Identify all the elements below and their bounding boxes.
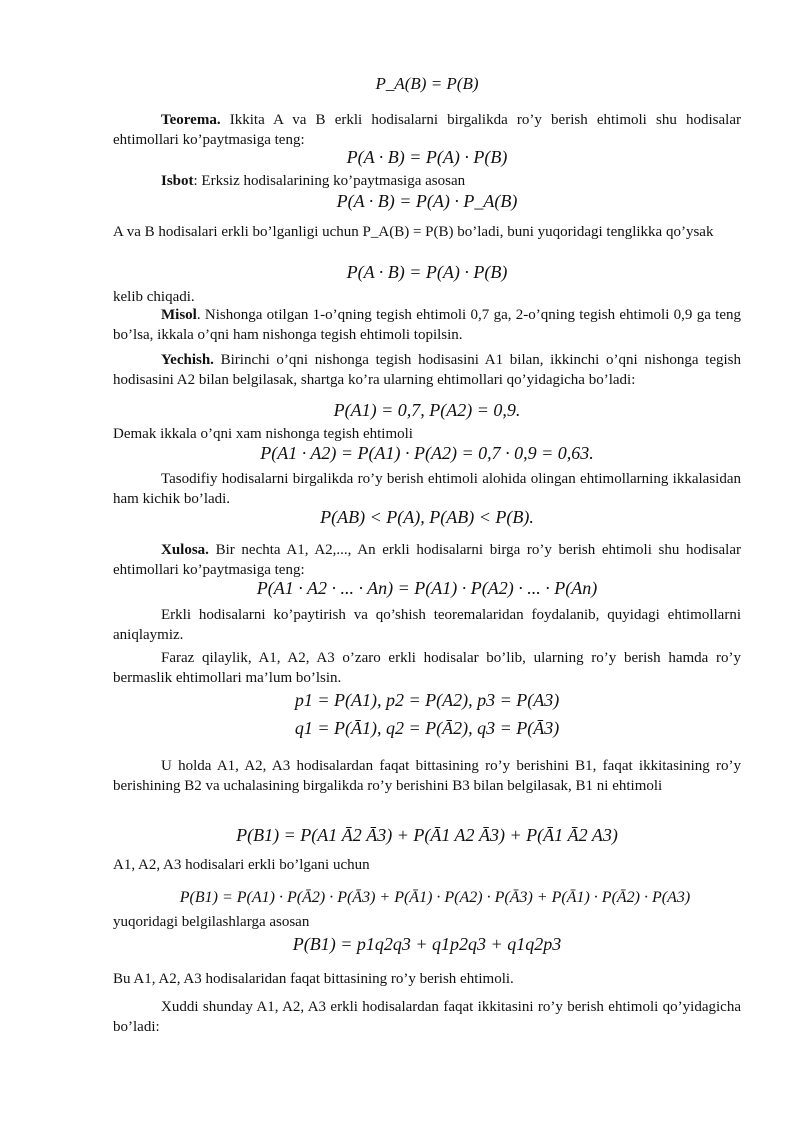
equation-inequality: P(AB) < P(A), P(AB) < P(B). bbox=[320, 507, 534, 527]
result-line: kelib chiqadi. bbox=[113, 289, 195, 305]
theorem-text: Ikkita A va B erkli hodisalarni birgalikda ro’y berish ehtimoli shu hodisalar ehtimollari ko’paytmasiga teng: bbox=[113, 112, 741, 148]
solution-label: Yechish. bbox=[161, 352, 214, 368]
demak-line: Demak ikkala o’qni xam nishonga tegish ehtimoli bbox=[113, 426, 413, 442]
theorem-paragraph bbox=[113, 110, 741, 150]
equation-pb1: P(B1) = P(A1 Ā2 Ā3) + P(Ā1 A2 Ā3) + P(Ā1 Ā2 A3) bbox=[236, 825, 618, 845]
xuddi-paragraph: Xuddi shunday A1, A2, A3 erkli hodisalardan faqat ikkitasini ro’y berish ehtimoli qo’yidagicha bo’ladi: bbox=[113, 999, 741, 1035]
equation-pb1-final: P(B1) = p1q2q3 + q1p2q3 + q1q2p3 bbox=[292, 934, 562, 954]
equation-conditional: P_A(B) = P(B) bbox=[375, 74, 479, 93]
proof-label: Isbot bbox=[161, 173, 194, 189]
uholda-paragraph: U holda A1, A2, A3 hodisalardan faqat bittasining ro’y berishini B1, faqat ikkitasining ro’y berishining B2 va uchalasining birgalikda ro’y berishini B3 bilan belgilasak, B1 ni ehtimoli bbox=[113, 758, 741, 794]
yuqoridagi-line: yuqoridagi belgilashlarga asosan bbox=[113, 914, 310, 930]
equation-theorem: P(A · B) = P(A) · P(B) bbox=[346, 147, 508, 167]
bu-line: Bu A1, A2, A3 hodisalaridan faqat bittasining ro’y berish ehtimoli. bbox=[113, 971, 514, 987]
equation-proof-result: P(A · B) = P(A) · P(B) bbox=[346, 262, 508, 282]
example-text: . Nishonga otilgan 1-o’qning tegish ehtimoli 0,7 ga, 2-o’qning tegish ehtimoli 0,9 ga teng bo’lsa, ikkala o’qni ham nishonga tegish ehtimoli topilsin. bbox=[113, 307, 741, 343]
tasodifiy-paragraph: Tasodifiy hodisalarni birgalikda ro’y berish ehtimoli alohida olingan ehtimollarning ikkalasidan ham kichik bo’ladi. bbox=[113, 471, 741, 507]
solution-text: Birinchi o’qni nishonga tegish hodisasini A1 bilan, ikkinchi o’qni nishonga tegish hodisasini A2 bilan belgilasak, shartga ko’ra ularning ehtimollari qo’yidagicha bo’ladi: bbox=[113, 352, 741, 388]
erkli-paragraph: Erkli hodisalarni ko’paytirish va qo’shish teoremalaridan foydalanib, quyidagi ehtimollarni aniqlaymiz. bbox=[113, 607, 741, 643]
xulosa-paragraph bbox=[113, 540, 741, 580]
independence-line: A1, A2, A3 hodisalari erkli bo’lgani uchun bbox=[113, 857, 370, 873]
equation-product: P(A1 · A2) = P(A1) · P(A2) = 0,7 · 0,9 = 0,63. bbox=[260, 443, 594, 463]
xulosa-text: Bir nechta A1, A2,..., An erkli hodisalarni birga ro’y berish ehtimoli shu hodisalar ehtimollari ko’paytmasiga teng: bbox=[113, 542, 742, 578]
proof-text: : Erksiz hodisalarining ko’paytmasiga asosan bbox=[193, 173, 466, 189]
equation-probabilities: P(A1) = 0,7, P(A2) = 0,9. bbox=[333, 400, 521, 420]
equation-p-values: p1 = P(A1), p2 = P(A2), p3 = P(A3) bbox=[294, 690, 560, 710]
proof-continuation: A va B hodisalari erkli bo’lganligi uchun P_A(B) = P(B) bo’ladi, buni yuqoridagi tenglikka qo’ysak bbox=[113, 224, 714, 240]
equation-pb1-expanded: P(B1) = P(A1) · P(Ā2) · P(Ā3) + P(Ā1) · P(A2) · P(Ā3) + P(Ā1) · P(Ā2) · P(A3) bbox=[179, 889, 691, 906]
equation-proof: P(A · B) = P(A) · P_A(B) bbox=[336, 191, 518, 211]
theorem-label: Teorema. bbox=[161, 112, 221, 128]
equation-general-product: P(A1 · A2 · ... · An) = P(A1) · P(A2) · ... · P(An) bbox=[256, 578, 598, 598]
example-paragraph bbox=[113, 305, 741, 345]
solution-paragraph bbox=[113, 350, 741, 390]
proof-line bbox=[113, 171, 741, 191]
example-label: Misol bbox=[161, 307, 197, 323]
faraz-paragraph: Faraz qilaylik, A1, A2, A3 o’zaro erkli hodisalar bo’lib, ularning ro’y berish hamda ro’y bermaslik ehtimollari ma’lum bo’lsin. bbox=[113, 650, 741, 686]
xulosa-label: Xulosa. bbox=[161, 542, 209, 558]
equation-q-values: q1 = P(Ā1), q2 = P(Ā2), q3 = P(Ā3) bbox=[294, 718, 560, 738]
